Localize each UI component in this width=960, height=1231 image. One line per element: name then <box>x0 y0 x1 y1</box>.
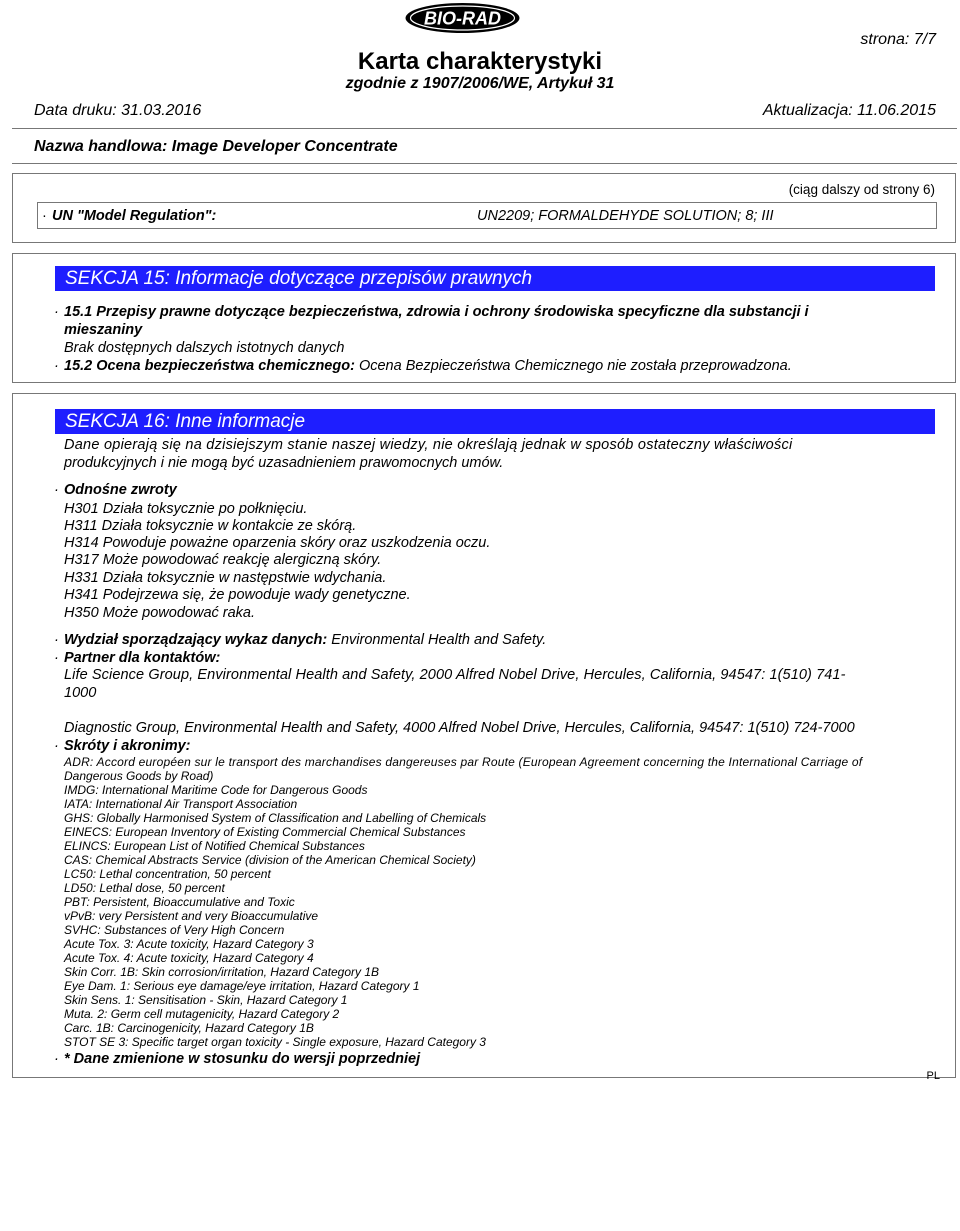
bullet: · <box>54 632 59 648</box>
department-value: Environmental Health and Safety. <box>331 632 547 648</box>
bullet: · <box>54 738 59 754</box>
section-15-2-label: 15.2 Ocena bezpieczeństwa chemicznego: <box>64 358 355 374</box>
phrase-item: H341 Podejrzewa się, że powoduje wady genetyczne. <box>64 587 411 603</box>
bullet: · <box>54 1051 59 1067</box>
abbreviation-item: PBT: Persistent, Bioaccumulative and Toxic <box>64 895 295 909</box>
section-16-heading: SEKCJA 16: Inne informacje <box>55 409 935 434</box>
bio-rad-logo <box>404 2 521 34</box>
svg-text:BIO-RAD: BIO-RAD <box>424 8 501 29</box>
contact-life-science-cont: 1000 <box>64 685 97 701</box>
bullet: · <box>54 358 59 374</box>
abbreviation-item: vPvB: very Persistent and very Bioaccumulative <box>64 909 319 923</box>
update-date: Aktualizacja: 11.06.2015 <box>762 102 936 119</box>
section-15-1-text: Brak dostępnych dalszych istotnych danych <box>64 340 345 356</box>
bullet: · <box>54 650 59 666</box>
abbreviation-item: Skin Sens. 1: Sensitisation - Skin, Hazard Category 1 <box>64 993 348 1007</box>
document-subtitle: zgodnie z 1907/2006/WE, Artykuł 31 <box>345 75 615 92</box>
phrase-item: H331 Działa toksycznie w następstwie wdychania. <box>64 570 387 586</box>
section-15-2 <box>64 358 792 374</box>
page-number: strona: 7/7 <box>860 31 936 48</box>
abbreviation-item: ELINCS: European List of Notified Chemical Substances <box>64 839 365 853</box>
trade-name-divider <box>12 163 957 164</box>
abbreviation-item: LD50: Lethal dose, 50 percent <box>64 881 225 895</box>
trade-name: Nazwa handlowa: Image Developer Concentrate <box>34 138 398 155</box>
abbreviation-item: SVHC: Substances of Very High Concern <box>64 923 285 937</box>
section-15-1-label: 15.1 Przepisy prawne dotyczące bezpieczeństwa, zdrowia i ochrony środowiska specyficzne dla substancji i <box>64 304 809 320</box>
abbreviation-item: STOT SE 3: Specific target organ toxicity - Single exposure, Hazard Category 3 <box>64 1035 486 1049</box>
section-16-intro: Dane opierają się na dzisiejszym stanie naszej wiedzy, nie określają jednak w sposób ostateczny właściwości <box>64 437 793 453</box>
abbreviation-item: Acute Tox. 4: Acute toxicity, Hazard Category 4 <box>64 951 314 965</box>
bullet: · <box>42 208 47 224</box>
continuation-note: (ciąg dalszy od strony 6) <box>788 182 935 197</box>
bullet: · <box>54 482 59 498</box>
abbreviation-item: IATA: International Air Transport Association <box>64 797 298 811</box>
abbreviation-item: IMDG: International Maritime Code for Dangerous Goods <box>64 783 368 797</box>
contact-diagnostic: Diagnostic Group, Environmental Health and Safety, 4000 Alfred Nobel Drive, Hercules, California, 94547: 1(510) 724-7000 <box>64 720 855 736</box>
print-date: Data druku: 31.03.2016 <box>34 102 202 119</box>
un-model-regulation-row <box>37 202 937 229</box>
contact-label: Partner dla kontaktów: <box>64 650 221 666</box>
abbreviation-item: CAS: Chemical Abstracts Service (division of the American Chemical Society) <box>64 853 476 867</box>
header-divider <box>12 128 957 129</box>
section-15-2-text: Ocena Bezpieczeństwa Chemicznego nie została przeprowadzona. <box>358 358 792 374</box>
contact-life-science: Life Science Group, Environmental Health and Safety, 2000 Alfred Nobel Drive, Hercules, California, 94547: 1(510) 741- <box>64 667 846 683</box>
abbreviation-item: Acute Tox. 3: Acute toxicity, Hazard Category 3 <box>64 937 314 951</box>
abbreviations-label: Skróty i akronimy: <box>64 738 191 754</box>
abbreviation-item: Dangerous Goods by Road) <box>64 769 214 783</box>
un-model-regulation-label: UN "Model Regulation": <box>52 208 217 224</box>
abbreviation-item: EINECS: European Inventory of Existing Commercial Chemical Substances <box>64 825 466 839</box>
changed-data-note: * Dane zmienione w stosunku do wersji poprzedniej <box>64 1051 421 1067</box>
phrase-item: H317 Może powodować reakcję alergiczną skóry. <box>64 552 382 568</box>
abbreviation-item: ADR: Accord européen sur le transport des marchandises dangereuses par Route (European Agreement concerning the International Carriage of <box>64 755 863 769</box>
section-16-intro-cont: produkcyjnych i nie mogą być uzasadnieniem prawomocnych umów. <box>64 455 504 471</box>
relevant-phrases-label: Odnośne zwroty <box>64 482 177 498</box>
phrase-item: H301 Działa toksycznie po połknięciu. <box>64 501 308 517</box>
section-15-heading: SEKCJA 15: Informacje dotyczące przepisów prawnych <box>55 266 935 291</box>
section-15-1-label-cont: mieszaniny <box>64 322 143 338</box>
continuation-box <box>12 173 956 243</box>
phrase-item: H350 Może powodować raka. <box>64 605 256 621</box>
department-label: Wydział sporządzający wykaz danych: <box>64 632 328 648</box>
abbreviation-item: LC50: Lethal concentration, 50 percent <box>64 867 271 881</box>
abbreviation-item: Skin Corr. 1B: Skin corrosion/irritation, Hazard Category 1B <box>64 965 380 979</box>
abbreviation-item: Carc. 1B: Carcinogenicity, Hazard Category 1B <box>64 1021 314 1035</box>
abbreviation-item: Eye Dam. 1: Serious eye damage/eye irritation, Hazard Category 1 <box>64 979 420 993</box>
abbreviation-item: Muta. 2: Germ cell mutagenicity, Hazard Category 2 <box>64 1007 340 1021</box>
document-title: Karta charakterystyki <box>357 48 603 75</box>
language-code: PL <box>926 1070 940 1082</box>
bullet: · <box>54 304 59 320</box>
un-model-regulation-value: UN2209; FORMALDEHYDE SOLUTION; 8; III <box>477 208 774 224</box>
phrase-item: H314 Powoduje poważne oparzenia skóry oraz uszkodzenia oczu. <box>64 535 491 551</box>
abbreviation-item: GHS: Globally Harmonised System of Classification and Labelling of Chemicals <box>64 811 487 825</box>
department-row <box>64 632 546 648</box>
phrase-item: H311 Działa toksycznie w kontakcie ze skórą. <box>64 518 357 534</box>
